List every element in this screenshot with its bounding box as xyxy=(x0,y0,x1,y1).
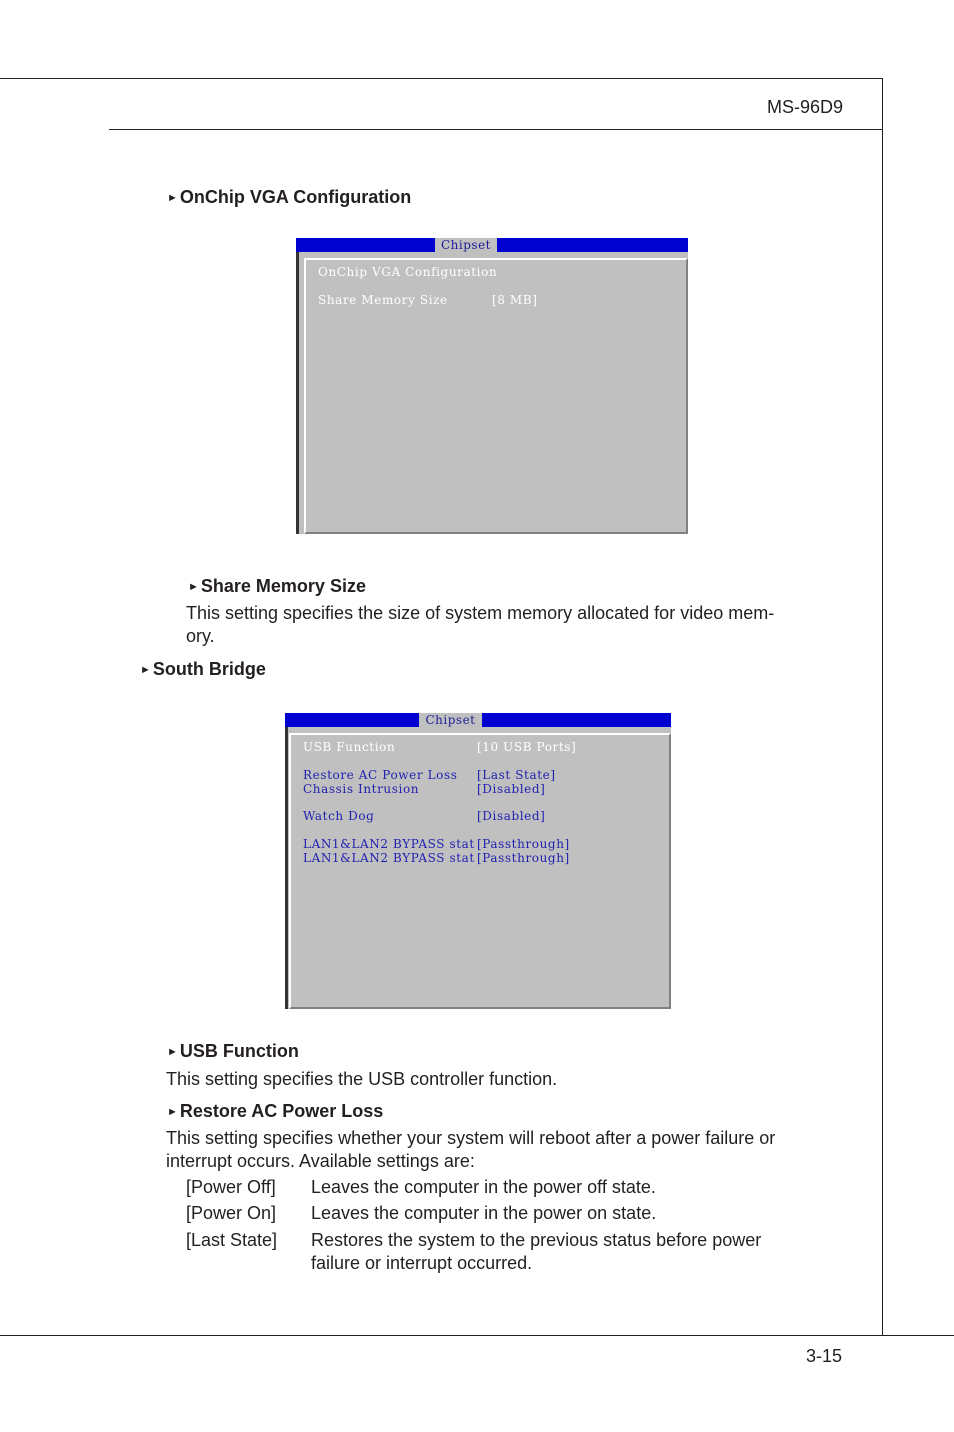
bios-screen-onchip-vga xyxy=(296,238,688,534)
restore-ac-heading-text: Restore AC Power Loss xyxy=(179,1101,384,1121)
bios-item-value[interactable]: [Last State] xyxy=(477,768,556,782)
footer-rule xyxy=(0,1335,954,1336)
bios-item-label[interactable]: LAN1&LAN2 BYPASS stat xyxy=(303,837,475,851)
bios-panel-title: OnChip VGA Configuration xyxy=(318,265,498,279)
bios-item-label[interactable]: Watch Dog xyxy=(303,809,375,823)
option-key-power-on: [Power On] xyxy=(186,1203,277,1223)
option-desc-last-state-line1: Restores the system to the previous status before power xyxy=(311,1230,762,1250)
bios-screen-south-bridge xyxy=(285,713,671,1009)
share-memory-desc-line2: ory. xyxy=(186,626,215,646)
triangle-bullet-icon: ► xyxy=(167,1046,178,1058)
model-name: MS-96D9 xyxy=(767,97,844,117)
bios-item-label[interactable]: USB Function xyxy=(303,740,396,754)
share-memory-desc-line1: This setting specifies the size of system memory allocated for video mem- xyxy=(186,603,775,623)
onchip-vga-heading xyxy=(167,187,411,208)
option-desc-power-on: Leaves the computer in the power on state. xyxy=(311,1203,657,1223)
bios-left-edge xyxy=(285,727,288,1009)
south-bridge-heading xyxy=(140,659,266,680)
usb-function-heading-text: USB Function xyxy=(179,1041,299,1061)
triangle-bullet-icon: ► xyxy=(167,1106,178,1118)
share-memory-heading-text: Share Memory Size xyxy=(200,576,366,596)
option-key-power-off: [Power Off] xyxy=(186,1177,276,1197)
bios-tab-chipset: Chipset xyxy=(419,713,482,727)
bios-item-value[interactable]: [Disabled] xyxy=(477,809,546,823)
triangle-bullet-icon: ► xyxy=(140,664,151,676)
triangle-bullet-icon: ► xyxy=(167,192,178,204)
bios-item-value[interactable]: [Disabled] xyxy=(477,782,546,796)
restore-ac-desc-line2: interrupt occurs. Available settings are: xyxy=(166,1151,475,1171)
bios-item-value[interactable]: [Passthrough] xyxy=(477,837,570,851)
header-bottom-rule xyxy=(109,129,883,130)
bios-left-edge xyxy=(296,252,299,534)
page-right-rule xyxy=(882,78,883,1336)
bios-item-label[interactable]: LAN1&LAN2 BYPASS stat xyxy=(303,851,475,865)
page-number: 3-15 xyxy=(806,1346,843,1366)
usb-function-desc: This setting specifies the USB controller function. xyxy=(166,1069,558,1089)
triangle-bullet-icon: ► xyxy=(188,581,199,593)
bios-item-label[interactable]: Share Memory Size xyxy=(318,293,448,307)
bios-item-value[interactable]: [10 USB Ports] xyxy=(477,740,577,754)
share-memory-heading xyxy=(188,576,366,597)
header-top-rule xyxy=(0,78,883,79)
onchip-vga-heading-text: OnChip VGA Configuration xyxy=(179,187,412,207)
usb-function-heading xyxy=(167,1041,299,1062)
bios-item-label[interactable]: Restore AC Power Loss xyxy=(303,768,458,782)
bios-item-label[interactable]: Chassis Intrusion xyxy=(303,782,420,796)
option-desc-power-off: Leaves the computer in the power off state. xyxy=(311,1177,656,1197)
bios-tab-chipset: Chipset xyxy=(435,238,497,252)
south-bridge-heading-text: South Bridge xyxy=(152,659,266,679)
restore-ac-desc-line1: This setting specifies whether your system will reboot after a power failure or xyxy=(166,1128,776,1148)
restore-ac-heading xyxy=(167,1101,383,1122)
option-key-last-state: [Last State] xyxy=(186,1230,278,1250)
bios-item-value[interactable]: [Passthrough] xyxy=(477,851,570,865)
option-desc-last-state-line2: failure or interrupt occurred. xyxy=(311,1253,533,1273)
bios-item-value[interactable]: [8 MB] xyxy=(492,293,538,307)
